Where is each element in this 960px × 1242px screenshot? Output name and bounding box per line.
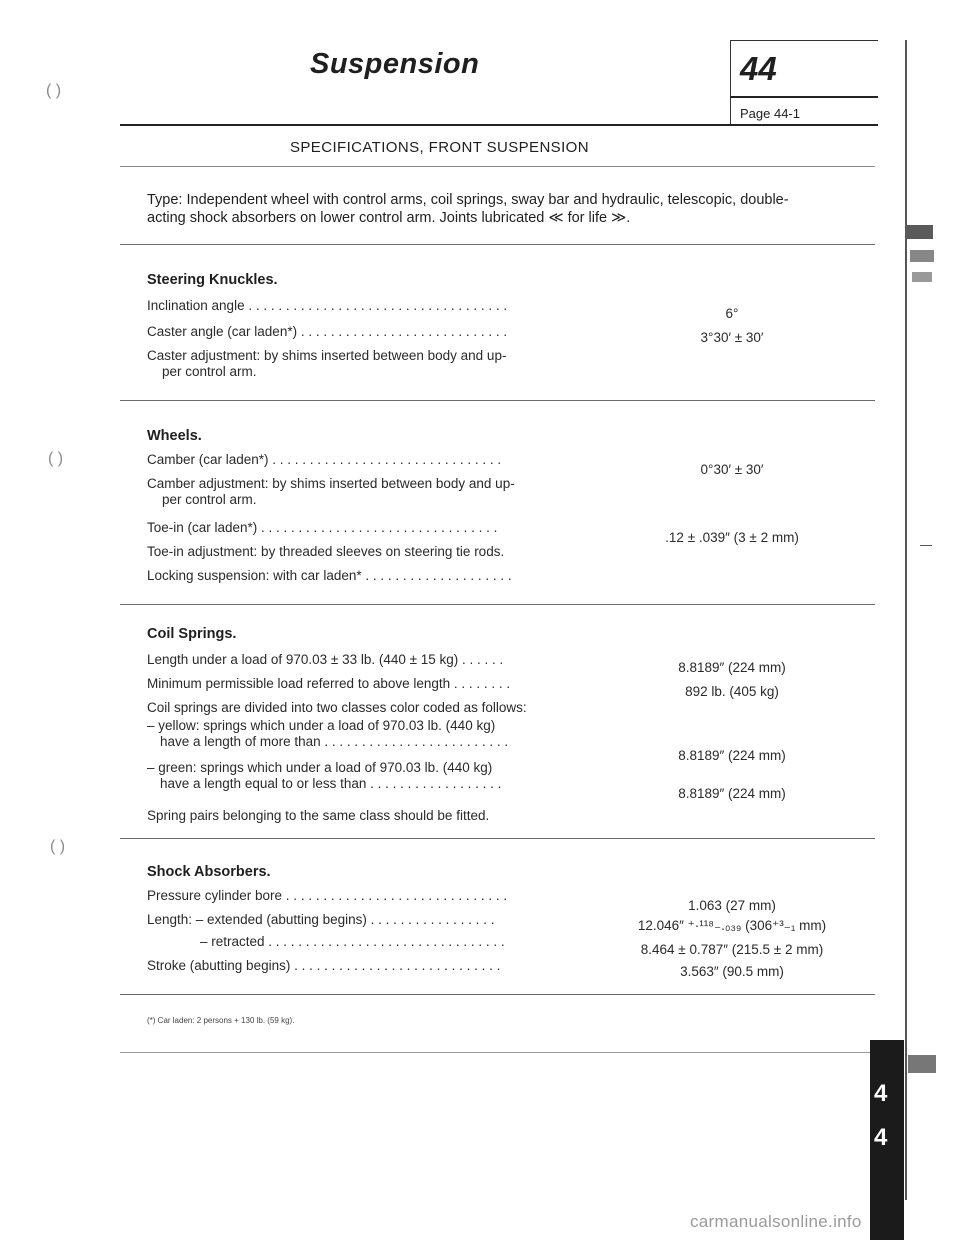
section-divider [120, 166, 875, 167]
spec-label: have a length of more than . . . . . . . . . . . . . . . . . . . . . . . . . [160, 734, 509, 749]
spec-value: 6° [725, 306, 739, 321]
thumb-tab-digit: 4 [874, 1124, 888, 1151]
section-divider [120, 604, 875, 605]
section-divider [120, 838, 875, 839]
section-divider [120, 400, 875, 401]
spec-note: Coil springs are divided into two classes color coded as follows: [147, 700, 527, 715]
spec-value: 0°30′ ± 30′ [700, 462, 764, 477]
steering-heading: Steering Knuckles. [147, 272, 278, 288]
spec-note: Toe-in adjustment: by threaded sleeves on steering tie rods. [147, 544, 505, 559]
spec-value: 3°30′ ± 30′ [700, 330, 764, 345]
spec-label: Toe-in (car laden*) . . . . . . . . . . . . . . . . . . . . . . . . . . . . . . . . [147, 520, 498, 535]
spec-label: Inclination angle . . . . . . . . . . . . . . . . . . . . . . . . . . . . . . . . . . . [147, 298, 508, 313]
spec-note: per control arm. [162, 364, 257, 379]
spec-value: 8.8189″ (224 mm) [678, 748, 786, 763]
spec-note: per control arm. [162, 492, 257, 507]
spec-note: Camber adjustment: by shims inserted between body and up- [147, 476, 515, 491]
header-rule [120, 124, 878, 126]
spec-label: – retracted . . . . . . . . . . . . . . . . . . . . . . . . . . . . . . . . [200, 934, 505, 949]
spec-note: Spring pairs belonging to the same class should be fitted. [147, 808, 490, 823]
spec-label: Caster angle (car laden*) . . . . . . . . . . . . . . . . . . . . . . . . . . . . [147, 324, 508, 339]
watermark: carmanualsonline.info [690, 1212, 862, 1231]
spec-value: 12.046″ ⁺·¹¹⁸₋.₀₃₉ (306⁺³₋₁ mm) [637, 918, 827, 933]
spec-value: 892 lb. (405 kg) [685, 684, 779, 699]
binder-hole-mark: ( ) [50, 838, 66, 855]
thumb-tab-digit: 4 [874, 1080, 888, 1107]
spec-label: have a length equal to or less than . . . . . . . . . . . . . . . . . . [160, 776, 502, 791]
spec-note: Caster adjustment: by shims inserted between body and up- [147, 348, 507, 363]
spec-value: .12 ± .039″ (3 ± 2 mm) [665, 530, 799, 545]
spec-label: Stroke (abutting begins) . . . . . . . . . . . . . . . . . . . . . . . . . . . . [147, 958, 501, 973]
edge-scrap [908, 1055, 936, 1073]
chapter-number: 44 [740, 50, 777, 87]
edge-scrap [912, 272, 932, 282]
spec-value: 3.563″ (90.5 mm) [680, 964, 784, 979]
springs-heading: Coil Springs. [147, 626, 237, 642]
edge-scrap [905, 225, 933, 239]
spec-note: – yellow: springs which under a load of 970.03 lb. (440 kg) [147, 718, 496, 733]
type-line-1: Type: Independent wheel with control arms, coil springs, sway bar and hydraulic, telescopic, double- [147, 192, 789, 208]
spec-value: 8.8189″ (224 mm) [678, 786, 786, 801]
spec-note: – green: springs which under a load of 970.03 lb. (440 kg) [147, 760, 493, 775]
spec-label: Pressure cylinder bore . . . . . . . . . . . . . . . . . . . . . . . . . . . . . . [147, 888, 508, 903]
edge-scrap [910, 250, 934, 262]
spec-label: Length: – extended (abutting begins) . . . . . . . . . . . . . . . . . [147, 912, 495, 927]
spec-value: 8.8189″ (224 mm) [678, 660, 786, 675]
section-divider [120, 244, 875, 245]
edge-scrap [920, 545, 932, 546]
shocks-heading: Shock Absorbers. [147, 864, 271, 880]
spec-label: Length under a load of 970.03 ± 33 lb. (440 ± 15 kg) . . . . . . [147, 652, 504, 667]
wheels-heading: Wheels. [147, 428, 202, 444]
section-divider [120, 1052, 875, 1053]
header-box-left-rule [730, 40, 731, 126]
spec-label: Camber (car laden*) . . . . . . . . . . . . . . . . . . . . . . . . . . . . . . . [147, 452, 502, 467]
section-title: Suspension [310, 48, 480, 80]
header-box-mid-rule [730, 96, 878, 98]
spec-value: 1.063 (27 mm) [688, 898, 776, 913]
header-box-top-rule [730, 40, 878, 41]
spec-heading: SPECIFICATIONS, FRONT SUSPENSION [290, 139, 589, 156]
spec-value: 8.464 ± 0.787″ (215.5 ± 2 mm) [640, 942, 824, 957]
spec-label: Minimum permissible load referred to above length . . . . . . . . [147, 676, 511, 691]
footnote: (*) Car laden: 2 persons + 130 lb. (59 kg). [147, 1016, 295, 1025]
page-edge-line [905, 40, 907, 1200]
section-divider [120, 994, 875, 995]
page-number: Page 44-1 [740, 106, 800, 121]
binder-hole-mark: ( ) [48, 450, 64, 467]
binder-hole-mark: ( ) [46, 82, 62, 99]
type-line-2: acting shock absorbers on lower control arm. Joints lubricated ≪ for life ≫. [147, 210, 631, 226]
spec-label: Locking suspension: with car laden* . . . . . . . . . . . . . . . . . . . . [147, 568, 512, 583]
